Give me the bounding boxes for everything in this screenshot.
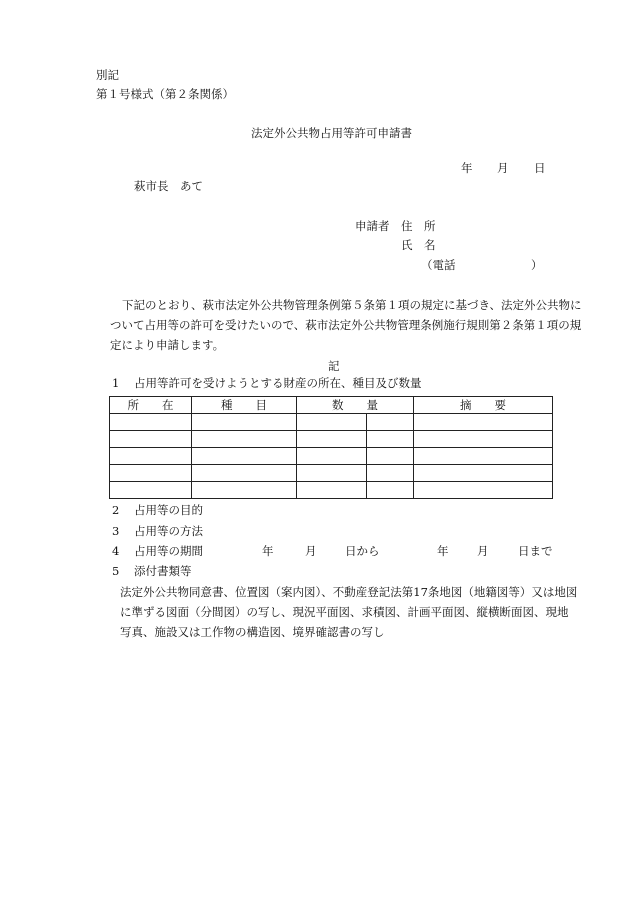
table-cell[interactable] bbox=[297, 431, 367, 448]
table-row bbox=[110, 414, 553, 431]
address-label: 住 所 bbox=[401, 219, 436, 233]
item1-number: 1 bbox=[112, 376, 120, 390]
table-cell[interactable] bbox=[297, 448, 367, 465]
period-from-month: 月 bbox=[305, 544, 317, 558]
table-cell[interactable] bbox=[367, 448, 414, 465]
period-from-day: 日から bbox=[345, 544, 380, 558]
table-cell[interactable] bbox=[110, 414, 192, 431]
addressee: 萩市長 あて bbox=[134, 179, 203, 193]
table-cell[interactable] bbox=[367, 482, 414, 499]
item2-label: 占用等の目的 bbox=[134, 503, 203, 517]
table-cell[interactable] bbox=[367, 431, 414, 448]
applicant-label: 申請者 bbox=[355, 219, 390, 233]
column-header-type: 種 目 bbox=[192, 397, 297, 414]
property-table bbox=[109, 396, 553, 499]
table-cell[interactable] bbox=[110, 465, 192, 482]
period-from-year: 年 bbox=[262, 544, 274, 558]
item5-label: 添付書類等 bbox=[134, 564, 192, 578]
table-row bbox=[110, 448, 553, 465]
column-header-location: 所 在 bbox=[110, 397, 192, 414]
table-cell[interactable] bbox=[367, 465, 414, 482]
period-to-year: 年 bbox=[437, 544, 449, 558]
table-cell[interactable] bbox=[192, 482, 297, 499]
table-cell[interactable] bbox=[110, 482, 192, 499]
table-cell[interactable] bbox=[297, 482, 367, 499]
ki-heading: 記 bbox=[328, 359, 340, 373]
table-cell[interactable] bbox=[110, 448, 192, 465]
table-cell[interactable] bbox=[192, 431, 297, 448]
name-label: 氏 名 bbox=[401, 238, 436, 252]
table-cell[interactable] bbox=[367, 414, 414, 431]
period-to-day: 日まで bbox=[518, 544, 553, 558]
form-number: 第１号様式（第２条関係） bbox=[96, 87, 234, 101]
column-header-quantity: 数 量 bbox=[297, 397, 414, 414]
table-cell[interactable] bbox=[414, 431, 553, 448]
item3-number: 3 bbox=[112, 524, 120, 538]
phone-close: ） bbox=[531, 258, 543, 272]
item5-number: 5 bbox=[112, 564, 120, 578]
date-month: 月 bbox=[497, 161, 509, 175]
item4-number: 4 bbox=[112, 544, 120, 558]
date-day: 日 bbox=[534, 161, 546, 175]
period-to-month: 月 bbox=[477, 544, 489, 558]
table-cell[interactable] bbox=[297, 414, 367, 431]
attachments-text: 法定外公共物同意書、位置図（案内図）、不動産登記法第17条地図（地籍図等）又は地図に準ずる図面（分間図）の写し、現況平面図、求積図、計画平面図、縦横断面図、現地写真、施設又は工作物の構造図、境界確認書の写し bbox=[120, 585, 578, 639]
table-cell[interactable] bbox=[192, 465, 297, 482]
table-cell[interactable] bbox=[414, 448, 553, 465]
table-cell[interactable] bbox=[414, 465, 553, 482]
document-title: 法定外公共物占用等許可申請書 bbox=[251, 126, 412, 140]
table-cell[interactable] bbox=[414, 414, 553, 431]
table-row bbox=[110, 482, 553, 499]
intro-paragraph: 下記のとおり、萩市法定外公共物管理条例第５条第１項の規定に基づき、法定外公共物について占用等の許可を受けたいので、萩市法定外公共物管理条例施行規則第２条第１項の規定により申請します。 bbox=[110, 298, 582, 352]
item4-label: 占用等の期間 bbox=[134, 544, 203, 558]
table-cell[interactable] bbox=[110, 431, 192, 448]
item2-number: 2 bbox=[112, 503, 120, 517]
item3-label: 占用等の方法 bbox=[134, 524, 203, 538]
table-row bbox=[110, 431, 553, 448]
date-year: 年 bbox=[461, 161, 473, 175]
item1-label: 占用等許可を受けようとする財産の所在、種目及び数量 bbox=[134, 376, 422, 390]
table-header-row bbox=[110, 397, 553, 414]
table-cell[interactable] bbox=[297, 465, 367, 482]
phone-open: （電話 bbox=[421, 258, 456, 272]
table-row bbox=[110, 465, 553, 482]
column-header-remarks: 摘 要 bbox=[414, 397, 553, 414]
table-cell[interactable] bbox=[192, 448, 297, 465]
table-cell[interactable] bbox=[192, 414, 297, 431]
appendix-label: 別記 bbox=[96, 68, 119, 82]
table-cell[interactable] bbox=[414, 482, 553, 499]
